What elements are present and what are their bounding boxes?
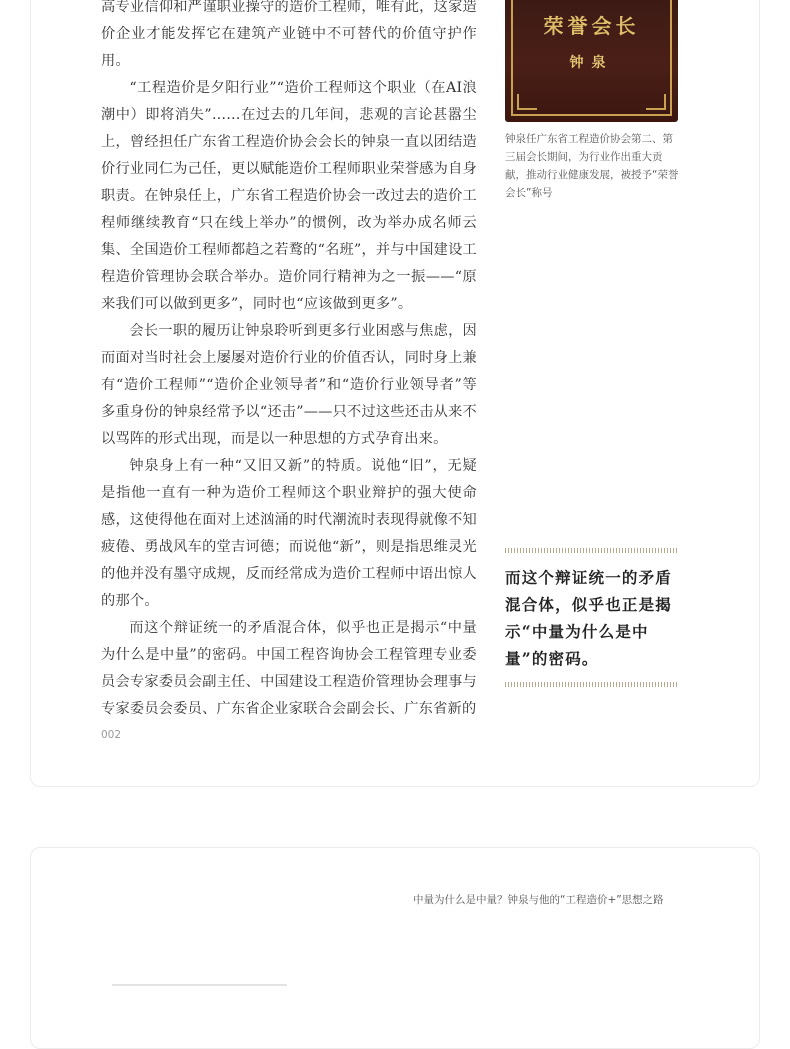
plaque-name: 钟泉 — [569, 55, 614, 71]
pull-quote-top-rule — [505, 548, 678, 553]
paragraph-3: 会长一职的履历让钟泉聆听到更多行业困惑与焦虑，因而面对当时社会上屡屡对造价行业的价值否认，同时身上兼有“造价工程师”“造价企业领导者”和“造价行业领导者”等多重身份的钟泉经常予以“还击”——只不过这些还击从来不以骂阵的形式出现，而是以一种思想的方式孕育出来。 — [101, 323, 477, 447]
page-number: 002 — [101, 729, 122, 741]
paragraph-2: “工程造价是夕阳行业”“造价工程师这个职业（在AI浪潮中）即将消失”……在过去的几年间，悲观的言论甚嚣尘上，曾经担任广东省工程造价协会会长的钟泉一直以团结造价行业同仁为己任，更以赋能造价工程师职业荣誉感为自身职责。在钟泉任上，广东省工程造价协会一改过去的造价工程师继续教育“只在线上举办”的惯例，改为举办成名师云集、全国造价工程师都趋之若鹜的“名班”，并与中国建设工程造价管理协会联合举办。造价同行精神为之一振——“原来我们可以做到更多”，同时也“应该做到更多”。 — [101, 80, 477, 312]
running-header: 中量为什么是中量？钟泉与他的“工程造价+”思想之路 — [413, 894, 664, 906]
article-body — [101, 0, 477, 723]
next-page-partial-content — [112, 984, 287, 986]
plaque-ornament-left — [517, 94, 537, 110]
plaque-title: 荣誉会长 — [543, 14, 640, 38]
paragraph-1: 高专业信仰和严谨职业操守的造价工程师，唯有此，这家造价企业才能发挥它在建筑产业链中不可替代的价值守护作用。 — [101, 0, 477, 69]
honorary-plaque-photo — [505, 0, 678, 122]
next-page-card — [30, 847, 760, 1049]
paragraph-5: 而这个辩证统一的矛盾混合体，似乎也正是揭示“中量为什么是中量”的密码。中国工程咨询协会工程管理专业委员会专家委员会副主任、中国建设工程造价管理协会理事与专家委员会委员、广东省企业家联合会副会长、广东省新的 — [101, 620, 477, 717]
pull-quote-bottom-rule — [505, 682, 678, 687]
paragraph-4: 钟泉身上有一种“又旧又新”的特质。说他“旧”，无疑是指他一直有一种为造价工程师这个职业辩护的强大使命感，这使得他在面对上述汹涌的时代潮流时表现得就像不知疲倦、勇战风车的堂吉诃德；而说他“新”，则是指思维灵光的他并没有墨守成规，反而经常成为造价工程师中语出惊人的那个。 — [101, 458, 477, 609]
photo-caption: 钟泉任广东省工程造价协会第二、第三届会长期间，为行业作出重大贡献，推动行业健康发展，被授予“荣誉会长”称号 — [505, 133, 679, 199]
plaque-ornament-right — [646, 94, 666, 110]
pull-quote: 而这个辩证统一的矛盾混合体，似乎也正是揭示“中量为什么是中量”的密码。 — [505, 568, 673, 668]
